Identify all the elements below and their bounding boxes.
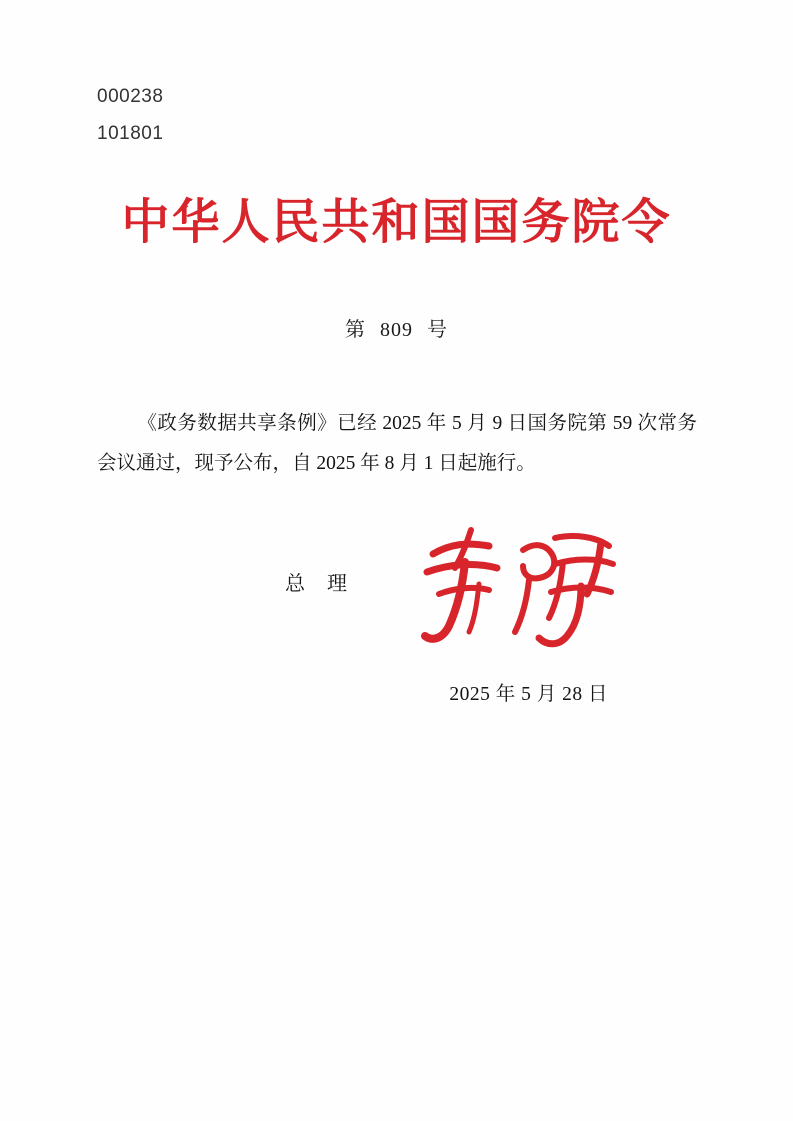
- signature-block: [0, 560, 793, 680]
- order-number-prefix: 第: [345, 319, 366, 341]
- reference-numbers: [97, 78, 163, 152]
- document-date: 2025 年 5 月 28 日: [449, 684, 608, 705]
- page-title: 中华人民共和国国务院令: [121, 194, 672, 250]
- reference-number-2: 101801: [97, 123, 164, 145]
- order-number-value: 809: [380, 319, 413, 341]
- order-number-suffix: 号: [427, 319, 448, 341]
- reference-number-1: 000238: [97, 86, 164, 107]
- order-number-line: [0, 313, 793, 342]
- signer-title: 总 理: [285, 573, 348, 595]
- body-paragraph: 《政务数据共享条例》已经 2025 年 5 月 9 日国务院第 59 次常务会议通过，现予公布，自 2025 年 8 月 1 日起施行。: [97, 413, 697, 474]
- document-body: [97, 404, 697, 484]
- handwritten-signature-icon: [405, 520, 635, 660]
